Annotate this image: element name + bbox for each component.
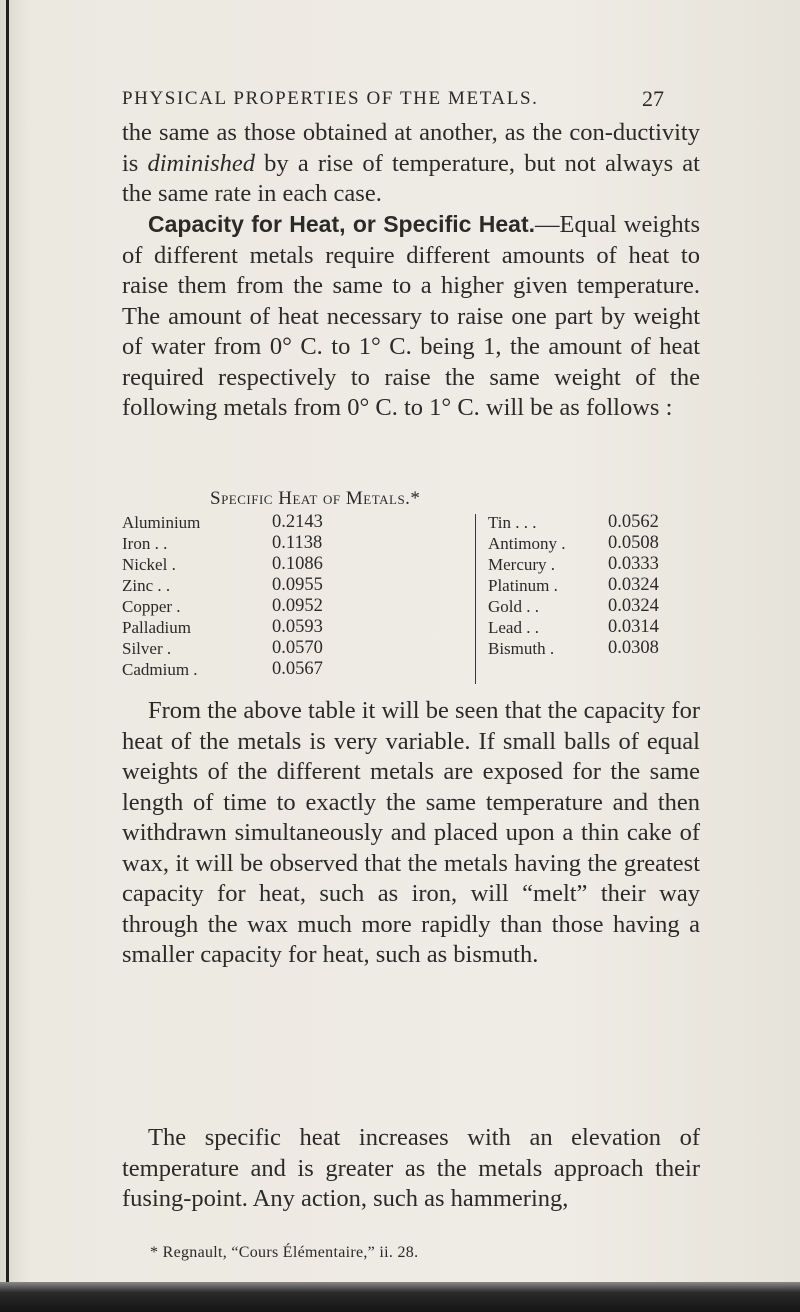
table-left-column (122, 512, 352, 680)
table-row (488, 638, 688, 659)
table-row (488, 575, 688, 596)
table-row (488, 533, 688, 554)
para1-text-end: by a rise of temperature, but not always at the same rate in each case. (122, 149, 700, 207)
table-row (122, 638, 352, 659)
metal-name: Iron . . (122, 534, 168, 553)
specific-heat-value: 0.1138 (272, 533, 323, 553)
page-edge-left (6, 0, 9, 1312)
table-row (122, 596, 352, 617)
table-row (122, 554, 352, 575)
paragraph-capacity-variable: From the above table it will be seen that the capacity for heat of the metals is very variable. If small balls of equal weights of the different metals are exposed for the same length of time to exactly the same temperature and then withdrawn simultaneously and placed upon a thin cake of wax, it will be observed that the metals having the greatest capacity for heat, such as iron, will “melt” their way through the wax much more rapidly than those having a smaller capacity for heat, such as bismuth. (122, 697, 700, 968)
specific-heat-value: 0.0562 (608, 512, 659, 532)
para1-italic-word: diminished (147, 149, 256, 177)
specific-heat-value: 0.0324 (608, 575, 659, 595)
table-right-column (488, 512, 688, 659)
paragraph-specific-heat (122, 209, 700, 424)
table-row (122, 533, 352, 554)
table-row (122, 617, 352, 638)
section-heading: Capacity for Heat, or Specific Heat. (148, 211, 536, 237)
table-row (122, 659, 352, 680)
paragraph-specific-heat-increase: The specific heat increases with an elevation of temperature and is greater as the metals approach their fusing-point. Any action, such as hammering, (122, 1124, 700, 1212)
specific-heat-value: 0.0593 (272, 617, 323, 637)
para2-body: —Equal weights of different metals require different amounts of heat to raise them from the same to a higher given temperature. The amount of heat necessary to raise one part by weight of water from 0° C. to 1° C. being 1, the amount of heat required respectively to raise the same weight of the following metals from 0° C. to 1° C. will be as follows : (122, 211, 700, 421)
metal-name: Aluminium (122, 513, 201, 532)
specific-heat-value: 0.2143 (272, 512, 323, 532)
para1-text-start: the same as those obtained at another, as the con-ductivity is (122, 119, 700, 177)
metal-name: Zinc . . (122, 576, 171, 595)
metal-name: Tin . . . (488, 513, 537, 532)
specific-heat-value: 0.0308 (608, 638, 659, 658)
metal-name: Mercury . (488, 555, 556, 574)
metal-name: Silver . (122, 639, 172, 658)
metal-name: Gold . . (488, 597, 539, 616)
footnote: * Regnault, “Cours Élémentaire,” ii. 28. (150, 1244, 419, 1261)
metal-name: Copper . (122, 597, 181, 616)
specific-heat-value: 0.0955 (272, 575, 323, 595)
specific-heat-value: 0.0567 (272, 659, 323, 679)
table-row (488, 617, 688, 638)
running-head (122, 88, 702, 110)
table-row (122, 575, 352, 596)
metal-name: Platinum . (488, 576, 558, 595)
running-head-title: PHYSICAL PROPERTIES OF THE METALS. (122, 88, 539, 109)
specific-heat-value: 0.1086 (272, 554, 323, 574)
metal-name: Antimony . (488, 534, 566, 553)
metal-name: Cadmium . (122, 660, 198, 679)
page-edge-bottom (0, 1282, 800, 1312)
table-title: Specific Heat of Metals.* (210, 488, 421, 509)
metal-name: Palladium (122, 618, 191, 637)
table-row (488, 596, 688, 617)
metal-name: Lead . . (488, 618, 539, 637)
page-number: 27 (642, 86, 664, 111)
table-row (488, 554, 688, 575)
specific-heat-value: 0.0333 (608, 554, 659, 574)
table-column-divider (475, 514, 476, 684)
metal-name: Nickel . (122, 555, 176, 574)
specific-heat-value: 0.0570 (272, 638, 323, 658)
table-row (488, 512, 688, 533)
table-row (122, 512, 352, 533)
paragraph-conductivity (122, 118, 700, 210)
specific-heat-value: 0.0314 (608, 617, 659, 637)
metal-name: Bismuth . (488, 639, 555, 658)
specific-heat-value: 0.0324 (608, 596, 659, 616)
specific-heat-value: 0.0952 (272, 596, 323, 616)
specific-heat-value: 0.0508 (608, 533, 659, 553)
